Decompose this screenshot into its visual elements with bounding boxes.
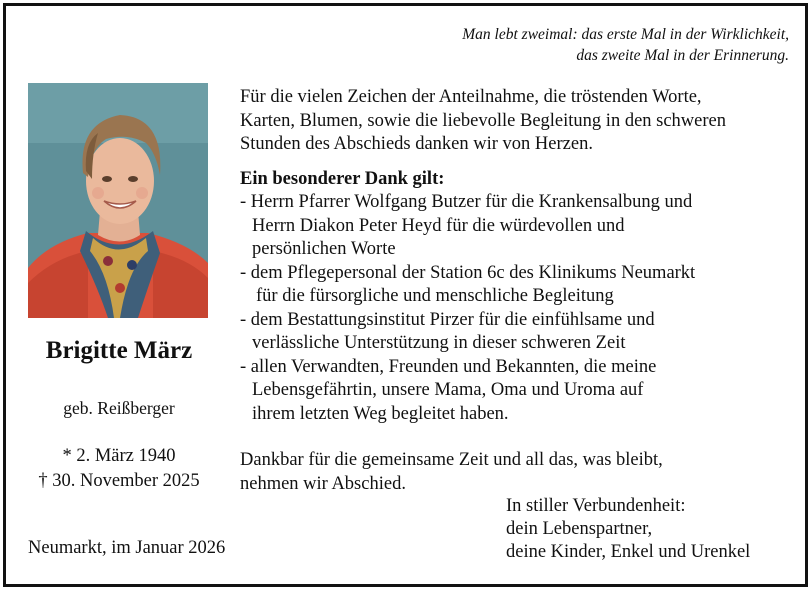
intro-paragraph <box>240 86 790 157</box>
memorial-quote <box>462 24 789 66</box>
quote-line: das zweite Mal in der Erinnerung. <box>576 47 789 64</box>
list-item-line: für die fürsorgliche und menschliche Begleitung <box>256 286 614 306</box>
portrait-illustration <box>28 83 208 318</box>
quote-line: Man lebt zweimal: das erste Mal in der Wirklichkeit, <box>462 26 789 43</box>
special-thanks-heading: Ein besonderer Dank gilt: <box>240 168 445 189</box>
closing-line: nehmen wir Abschied. <box>240 473 406 494</box>
signature-line: dein Lebenspartner, <box>506 519 653 539</box>
closing-paragraph <box>240 449 790 496</box>
list-item-line: Herrn Diakon Peter Heyd für die würdevollen und <box>252 215 625 236</box>
signature-block <box>506 495 796 564</box>
list-item-line: - dem Bestattungsinstitut Pirzer für die einfühlsame und <box>240 309 655 330</box>
life-dates <box>18 444 220 494</box>
signature-line: In stiller Verbundenheit: <box>506 496 686 516</box>
list-item <box>240 356 790 427</box>
list-item-line: Lebensgefährtin, unsere Mama, Oma und Uroma auf <box>252 380 644 400</box>
list-item-line: - dem Pflegepersonal der Station 6c des Klinikums Neumarkt <box>240 262 696 283</box>
thank-you-text <box>240 86 790 426</box>
list-item <box>240 309 790 356</box>
list-item <box>240 262 790 309</box>
list-item <box>240 191 790 262</box>
closing-line: Dankbar für die gemeinsame Zeit und all das, was bleibt, <box>240 450 663 470</box>
list-item-line: verlässliche Unterstützung in dieser schweren Zeit <box>252 333 626 353</box>
thanks-list <box>240 191 790 426</box>
place-and-date: Neumarkt, im Januar 2026 <box>28 538 226 558</box>
intro-line: Stunden des Abschieds danken wir von Herzen. <box>240 134 593 154</box>
maiden-name: geb. Reißberger <box>63 398 175 418</box>
list-item-line: ihrem letzten Weg begleitet haben. <box>252 403 509 424</box>
signature-line: deine Kinder, Enkel und Urenkel <box>506 542 751 562</box>
intro-line: Karten, Blumen, sowie die liebevolle Begleitung in den schweren <box>240 110 727 131</box>
list-item-line: - Herrn Pfarrer Wolfgang Butzer für die Krankensalbung und <box>240 192 693 212</box>
portrait-photo <box>28 83 208 318</box>
death-date: † 30. November 2025 <box>38 471 200 491</box>
deceased-name: Brigitte März <box>45 337 193 364</box>
birth-date: * 2. März 1940 <box>62 446 176 466</box>
intro-line: Für die vielen Zeichen der Anteilnahme, die tröstenden Worte, <box>240 87 702 107</box>
list-item-line: - allen Verwandten, Freunden und Bekannten, die meine <box>240 356 657 377</box>
list-item-line: persönlichen Worte <box>252 239 396 259</box>
